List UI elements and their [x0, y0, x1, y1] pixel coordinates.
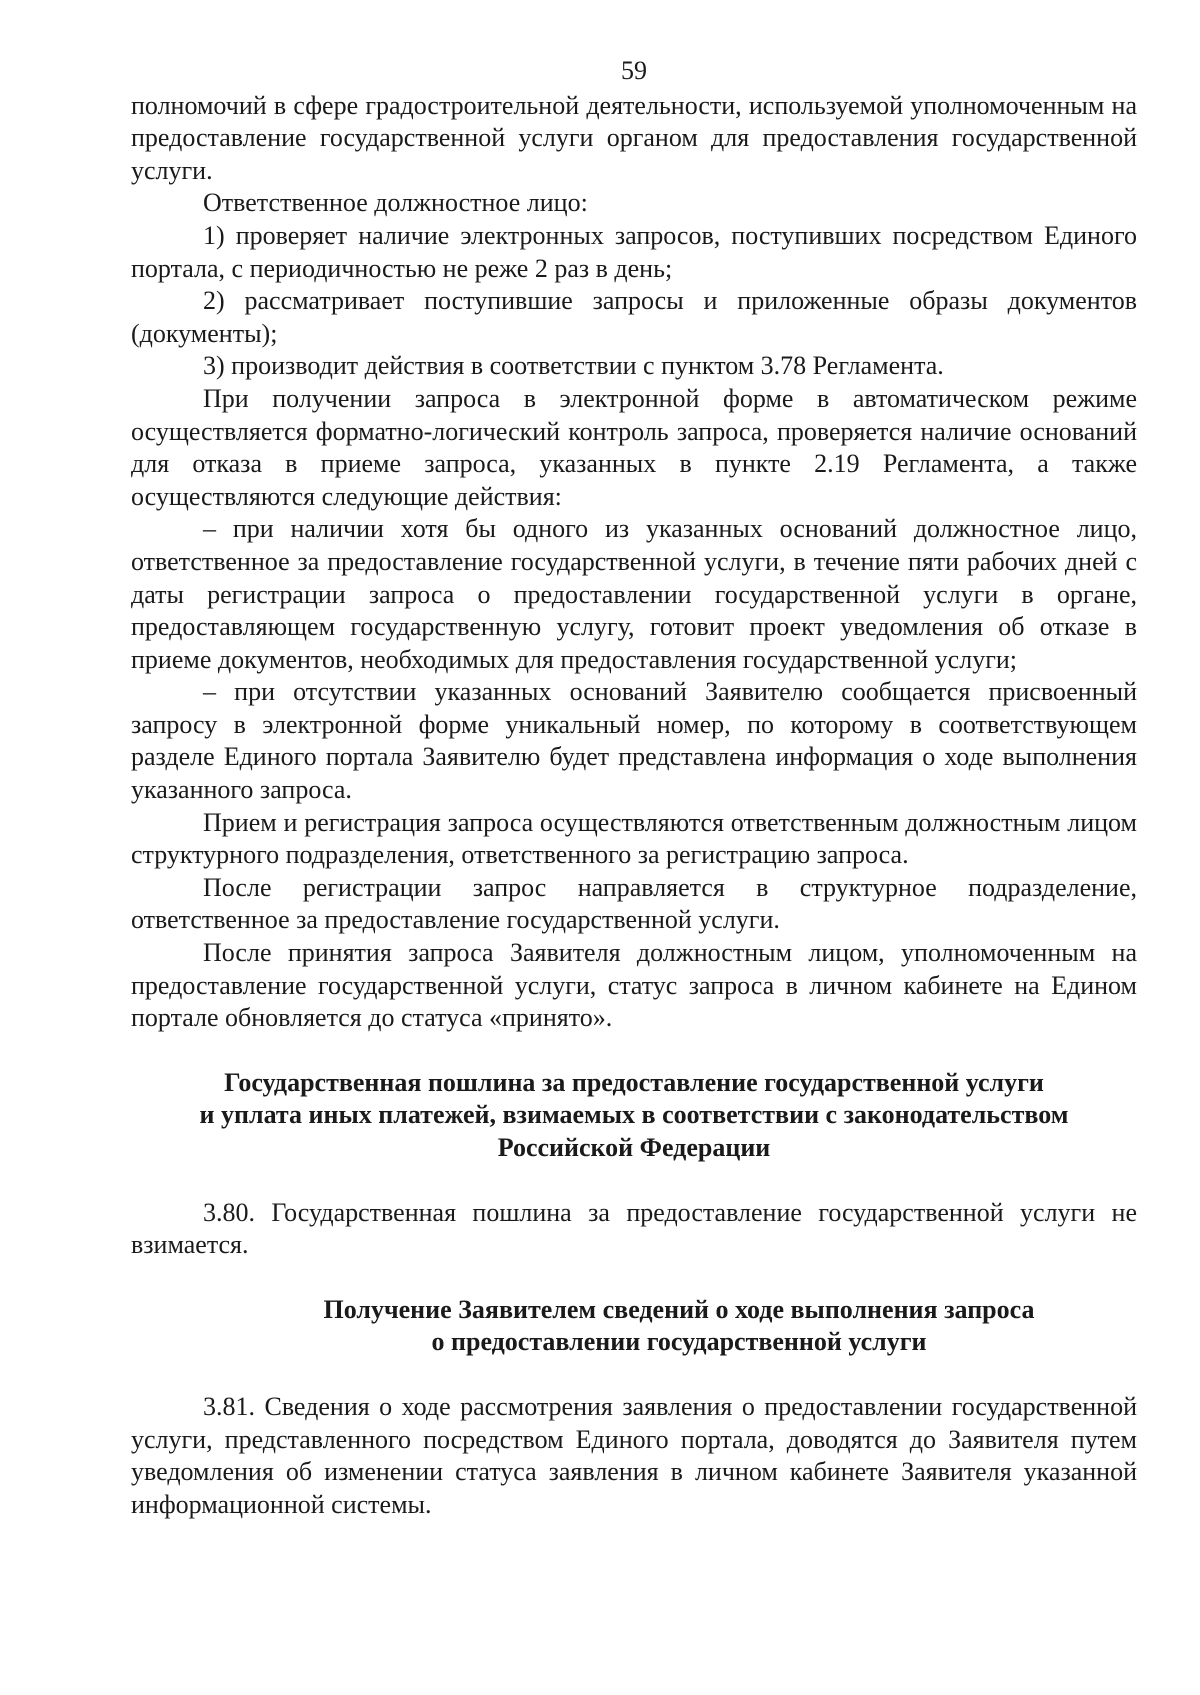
paragraph-after-registration: После регистрации запрос направляется в структурное подразделение, ответственное за предоставление государственной услуги. — [131, 872, 1137, 935]
section-heading-request-progress — [131, 1294, 1137, 1359]
heading-line: Государственная пошлина за предоставление государственной услуги — [224, 1067, 1044, 1097]
paragraph-status-update: После принятия запроса Заявителя должностным лицом, уполномоченным на предоставление государственной услуги, статус запроса в личном кабинете на Едином портале обновляется до статуса «принято». — [131, 938, 1137, 1033]
heading-line: Получение Заявителем сведений о ходе выполнения запроса — [323, 1294, 1035, 1324]
paragraph-continuation: полномочий в сфере градостроительной деятельности, используемой уполномоченным на предоставление государственной услуги органом для предоставления государственной услуги. — [131, 90, 1137, 185]
section-heading-state-fee — [131, 1067, 1137, 1165]
paragraph-3-80: 3.80. Государственная пошлина за предоставление государственной услуги не взимается. — [131, 1197, 1137, 1260]
list-item-2: 2) рассматривает поступившие запросы и приложенные образы документов (документы); — [131, 286, 1137, 348]
heading-line: о предоставлении государственной услуги — [431, 1327, 927, 1357]
paragraph-dash-grounds-present: – при наличии хотя бы одного из указанных оснований должностное лицо, ответственное за предоставление государственной услуги, в течение пяти рабочих дней с даты регистрации запроса о предоставлении государственной услуги в органе, предоставляющем государственную услугу, готовит проект уведомления об отказе в приеме документов, необходимых для предоставления государственной услуги; — [131, 514, 1137, 674]
document-page — [131, 55, 1137, 1521]
heading-line: и уплата иных платежей, взимаемых в соответствии с законодательством — [199, 1100, 1069, 1130]
paragraph-3-81: 3.81. Сведения о ходе рассмотрения заявления о предоставлении государственной услуги, представленного посредством Единого портала, доводятся до Заявителя путем уведомления об изменении статуса заявления в личном кабинете Заявителя указанной информационной системы. — [131, 1391, 1137, 1519]
list-item-3: 3) производит действия в соответствии с пунктом 3.78 Регламента. — [203, 351, 944, 381]
paragraph-registration: Прием и регистрация запроса осуществляются ответственным должностным лицом структурного подразделения, ответственного за регистрацию запроса. — [131, 807, 1137, 870]
paragraph-dash-grounds-absent: – при отсутствии указанных оснований Заявителю сообщается присвоенный запросу в электронной форме уникальный номер, по которому в соответствующем разделе Единого портала Заявителю будет представлена информация о ходе выполнения указанного запроса. — [131, 677, 1137, 805]
heading-line: Российской Федерации — [497, 1133, 771, 1162]
page-number: 59 — [621, 56, 647, 85]
list-item-1: 1) проверяет наличие электронных запросов, поступивших посредством Единого портала, с периодичностью не реже 2 раз в день; — [131, 220, 1137, 283]
paragraph-responsible-person: Ответственное должностное лицо: — [203, 188, 588, 218]
paragraph-electronic-request: При получении запроса в электронной форме в автоматическом режиме осуществляется форматно-логический контроль запроса, проверяется наличие оснований для отказа в приеме запроса, указанных в пункте 2.19 Регламента, а также осуществляются следующие действия: — [131, 383, 1137, 511]
